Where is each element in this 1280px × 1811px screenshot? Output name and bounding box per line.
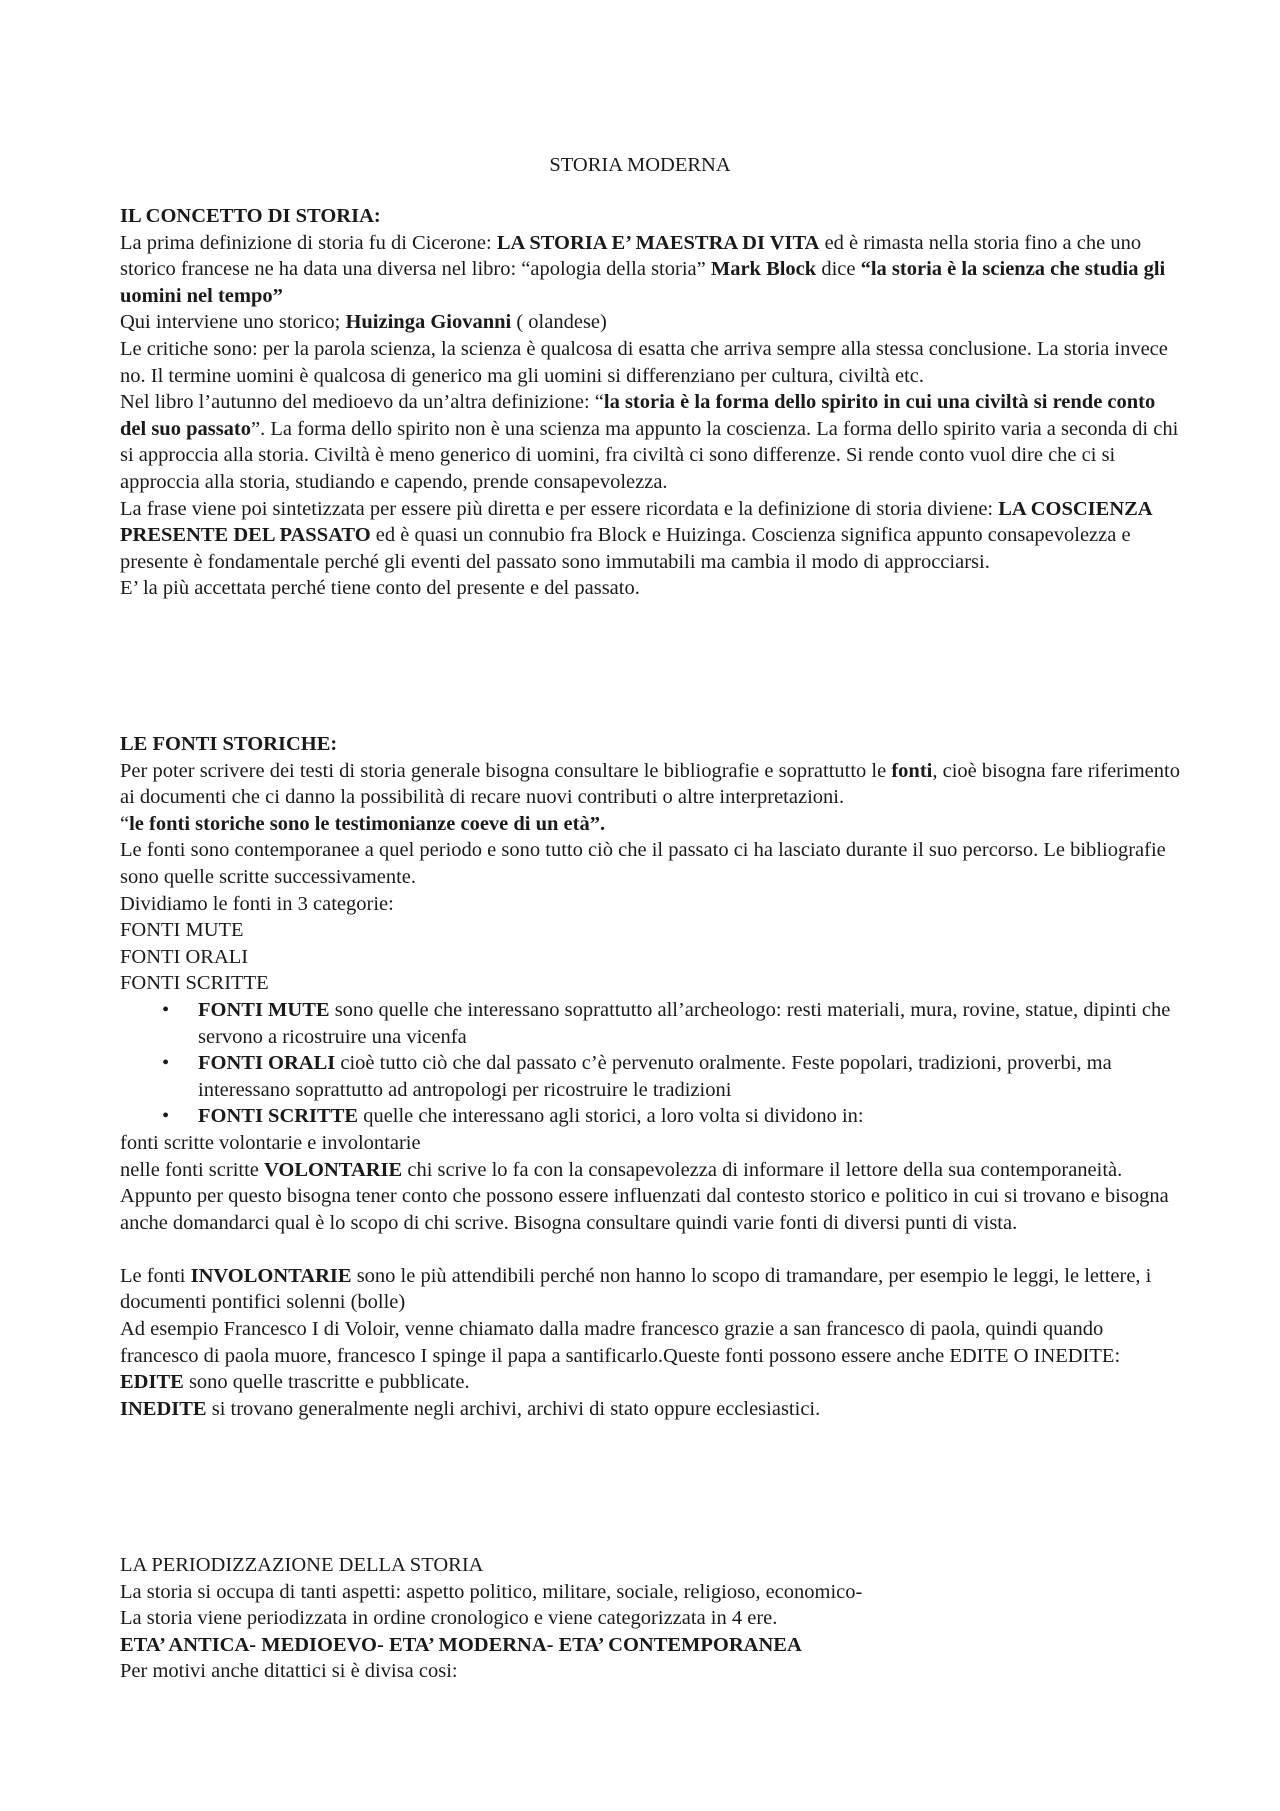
bold-text: FONTI MUTE	[198, 998, 330, 1021]
text-run: , cioè bisogna fare riferimento ai documenti che ci danno la possibilità di recare nuovi contributi o altre interpretazioni.	[120, 759, 1180, 809]
section-periodizzazione	[120, 1552, 1185, 1685]
bullet-item	[120, 997, 1185, 1050]
text-run: sono le più attendibili perché non hanno lo scopo di tramandare, per esempio le leggi, le lettere, i documenti pontifici solenni (bolle)	[120, 1264, 1152, 1314]
bold-text: INVOLONTARIE	[190, 1264, 352, 1287]
bullet-icon: •	[162, 1052, 170, 1075]
paragraph: Dividiamo le fonti in 3 categorie:	[120, 892, 394, 915]
paragraph	[120, 309, 1185, 336]
paragraph	[120, 389, 1185, 495]
text-run: “	[120, 812, 130, 835]
bold-text: “la storia è la scienza che studia gli uomini nel tempo”	[120, 258, 1166, 307]
section-concetto	[120, 203, 1185, 602]
paragraph: Le critiche sono: per la parola scienza, la scienza è qualcosa di esatta che arriva sempre alla stessa conclusione. La storia invece no. Il termine uomini è qualcosa di generico ma gli uomini si differenziano per cultura, civiltà etc.	[120, 337, 1168, 387]
text-run: dice	[816, 258, 861, 281]
category-line: FONTI SCRITTE	[120, 972, 269, 995]
bullet-item	[120, 1103, 1185, 1130]
text-run: sono quelle trascritte e pubblicate.	[183, 1371, 470, 1394]
paragraph	[120, 1369, 1185, 1396]
bold-text: INEDITE	[120, 1397, 207, 1420]
bullet-text	[198, 999, 1170, 1048]
paragraph: Per motivi anche ditattici si è divisa cosi:	[120, 1660, 458, 1683]
paragraph: La storia si occupa di tanti aspetti: aspetto politico, militare, sociale, religioso, economico-	[120, 1580, 863, 1603]
bullet-item	[120, 1050, 1185, 1103]
paragraph	[120, 230, 1185, 310]
paragraph	[120, 811, 1185, 838]
section-fonti	[120, 731, 1185, 1422]
bold-text: la storia è la forma dello spirito in cui una civiltà si rende conto del suo passato	[120, 391, 1156, 440]
text-run: ed è quasi un connubio fra Block e Huizinga. Coscienza significa appunto consapevolezza e presente è fondamentale perché gli eventi del passato sono immutabili ma cambia il modo di approcciarsi.	[120, 524, 1131, 573]
bold-text: EDITE	[120, 1371, 184, 1394]
paragraph	[120, 1263, 1185, 1316]
text-run: ”. La forma dello spirito non è una scienza ma appunto la coscienza. La forma dello spirito varia a seconda di chi si approccia alla storia. Civiltà è meno generico di uomini, fra civiltà ci sono differenze. Si rende conto vuol dire che ci si approccia alla storia, studiando e capendo, prende consapevolezza.	[120, 417, 1179, 493]
bold-text: LA COSCIENZA PRESENTE DEL PASSATO	[120, 497, 1152, 547]
paragraph	[120, 758, 1185, 811]
text-run: Nel libro l’autunno del medioevo da un’altra definizione: “	[120, 391, 604, 414]
paragraph	[120, 496, 1185, 576]
category-line: FONTI MUTE	[120, 919, 244, 942]
text-run: chi scrive lo fa con la consapevolezza di informare il lettore della sua contemporaneità. Appunto per questo bisogna tener conto che possono essere influenzati dal contesto storico e politico in cui si trovano e bisogna anche domandarci qual è lo scopo di chi scrive. Bisogna consultare quindi varie fonti di diversi punti di vista.	[120, 1158, 1169, 1234]
paragraph	[120, 1396, 1185, 1423]
text-run: cioè tutto ciò che dal passato c’è pervenuto oralmente. Feste popolari, tradizioni, proverbi, ma interessano soprattutto ad antropologi per ricostruire le tradizioni	[198, 1052, 1112, 1101]
bullet-text	[198, 1052, 1112, 1101]
text-run: La prima definizione di storia fu di Cicerone:	[120, 231, 497, 254]
bullet-icon: •	[162, 998, 170, 1021]
document-title: STORIA MODERNA	[549, 154, 731, 176]
bold-text: fonti	[891, 759, 933, 782]
text-run: Qui interviene uno storico;	[120, 311, 346, 334]
paragraph: E’ la più accettata perché tiene conto del presente e del passato.	[120, 577, 640, 600]
text-run: quelle che interessano agli storici, a loro volta si dividono in:	[358, 1105, 864, 1128]
text-run: Le fonti	[120, 1264, 191, 1287]
section-heading: IL CONCETTO DI STORIA:	[120, 205, 381, 227]
text-run: Per poter scrivere dei testi di storia generale bisogna consultare le bibliografie e soprattutto le	[120, 759, 892, 782]
paragraph: Ad esempio Francesco I di Voloir, venne chiamato dalla madre francesco grazie a san francesco di paola, quindi quando francesco di paola muore, francesco I spinge il papa a santificarlo.Queste fonti possono essere anche EDITE O INEDITE:	[120, 1318, 1121, 1367]
section-heading: LE FONTI STORICHE:	[120, 733, 338, 755]
text-run: ed è rimasta nella storia fino a che uno storico francese ne ha data una diversa nel libro: “apologia della storia”	[120, 231, 1142, 281]
bullet-icon: •	[162, 1105, 170, 1128]
bold-text: le fonti storiche sono le testimonianze coeve di un età”.	[129, 812, 606, 835]
paragraph: fonti scritte volontarie e involontarie	[120, 1131, 421, 1154]
bullet-text	[198, 1105, 864, 1127]
paragraph: Le fonti sono contemporanee a quel periodo e sono tutto ciò che il passato ci ha lasciato durante il suo percorso. Le bibliografie sono quelle scritte successivamente.	[120, 839, 1166, 888]
era-list: ETA’ ANTICA- MEDIOEVO- ETA’ MODERNA- ETA’ CONTEMPORANEA	[120, 1633, 802, 1656]
bold-text: VOLONTARIE	[264, 1158, 403, 1181]
bold-text: FONTI SCRITTE	[198, 1105, 359, 1128]
paragraph: La storia viene periodizzata in ordine cronologico e viene categorizzata in 4 ere.	[120, 1607, 778, 1630]
paragraph	[120, 1157, 1185, 1237]
text-run: sono quelle che interessano soprattutto all’archeologo: resti materiali, mura, rovine, statue, dipinti che servono a ricostruire una vicenfa	[198, 998, 1171, 1048]
section-heading: LA PERIODIZZAZIONE DELLA STORIA	[120, 1554, 484, 1576]
bold-text: Huizinga Giovanni	[345, 311, 512, 334]
category-line: FONTI ORALI	[120, 945, 249, 968]
bold-text: Mark Block	[710, 258, 817, 281]
text-run: nelle fonti scritte	[120, 1158, 265, 1181]
text-run: si trovano generalmente negli archivi, archivi di stato oppure ecclesiastici.	[206, 1397, 821, 1420]
bold-text: LA STORIA E’ MAESTRA DI VITA	[496, 231, 820, 254]
text-run: La frase viene poi sintetizzata per essere più diretta e per essere ricordata e la definizione di storia diviene:	[120, 497, 999, 520]
bold-text: FONTI ORALI	[198, 1052, 336, 1075]
text-run: ( olandese)	[511, 311, 607, 334]
